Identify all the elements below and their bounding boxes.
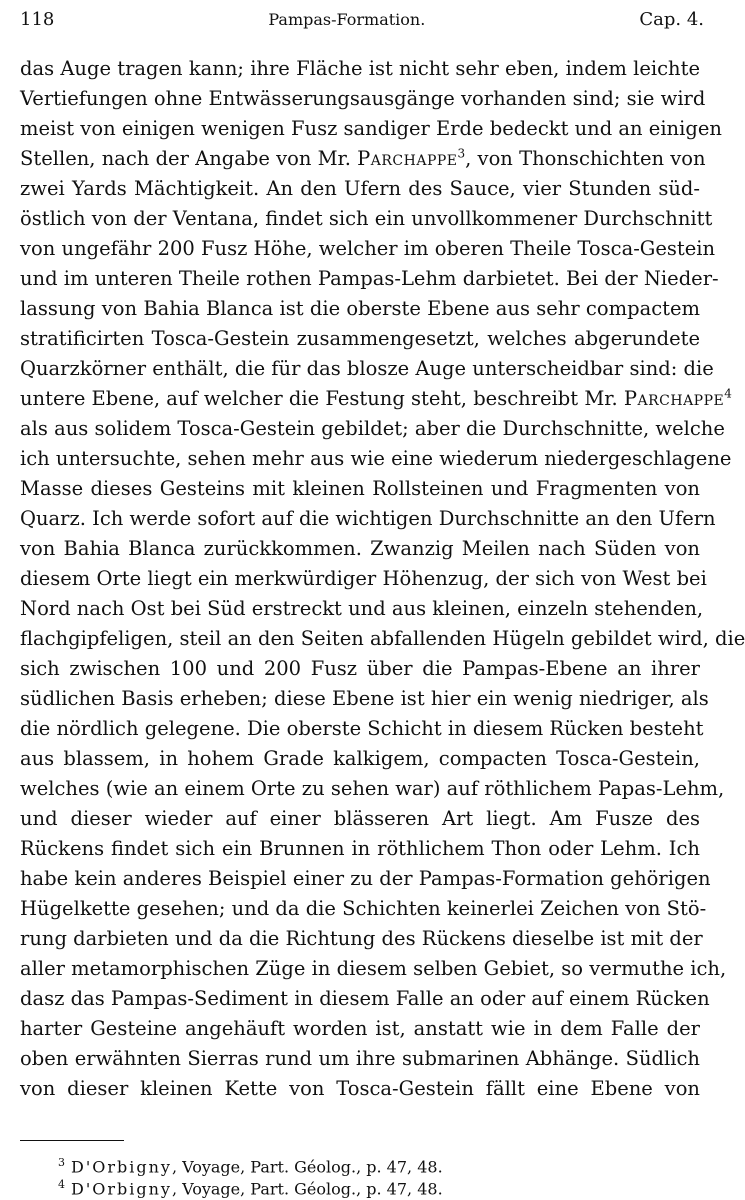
line-text: und dieser wieder auf einer blässeren Art liegt. Am Fusze des	[20, 807, 700, 830]
footnote-mark: 3	[58, 1156, 65, 1169]
line-text: harter Gesteine angehäuft worden ist, anstatt wie in dem Falle der	[20, 1017, 700, 1040]
text-line	[20, 1014, 700, 1044]
text-line	[20, 984, 710, 1014]
text-line	[20, 864, 711, 894]
footnote-reference: 4	[724, 386, 732, 401]
footnote-text: , Voyage, Part. Géolog., p. 47, 48.	[171, 1157, 443, 1177]
line-text: von dieser kleinen Kette von Tosca-Gestein fällt eine Ebene von	[20, 1077, 700, 1100]
text-line	[20, 474, 700, 504]
line-text: Vertiefungen ohne Entwässerungsausgänge vorhanden sind; sie wird	[20, 87, 706, 110]
line-text: Hügelkette gesehen; und da die Schichten keinerlei Zeichen von Stö-	[20, 897, 707, 920]
line-text: von ungefähr 200 Fusz Höhe, welcher im oberen Theile Tosca-Gestein	[20, 237, 716, 260]
text-line	[20, 1044, 700, 1074]
line-text: Quarz. Ich werde sofort auf die wichtigen Durchschnitte an den Ufern	[20, 507, 716, 530]
footnote-text: , Voyage, Part. Géolog., p. 47, 48.	[171, 1179, 443, 1199]
line-text: oben erwähnten Sierras rund um ihre submarinen Abhänge. Südlich	[20, 1047, 700, 1070]
author-name: Parchappe	[623, 387, 725, 410]
footnote-rule	[20, 1140, 124, 1141]
line-text: östlich von der Ventana, findet sich ein unvollkommener Durchschnitt	[20, 207, 713, 230]
line-text: und im unteren Theile rothen Pampas-Lehm darbietet. Bei der Nieder-	[20, 267, 719, 290]
line-text: dasz das Pampas-Sediment in diesem Falle an oder auf einem Rücken	[20, 987, 710, 1010]
text-line	[20, 1074, 700, 1104]
line-text: als aus solidem Tosca-Gestein gebildet; aber die Durchschnitte, welche	[20, 417, 725, 440]
line-text: Quarzkörner enthält, die für das blosze Auge unterscheidbar sind: die	[20, 357, 714, 380]
text-line	[20, 234, 716, 264]
line-text: die nördlich gelegene. Die oberste Schicht in diesem Rücken besteht	[20, 717, 704, 740]
line-text: Nord nach Ost bei Süd erstreckt und aus kleinen, einzeln stehenden,	[20, 597, 704, 620]
text-line	[20, 444, 732, 474]
text-line	[20, 744, 700, 774]
text-line	[20, 534, 700, 564]
line-text: südlichen Basis erheben; diese Ebene ist hier ein wenig niedriger, als	[20, 687, 709, 710]
text-line	[20, 84, 706, 114]
line-text: aus blassem, in hohem Grade kalkigem, compacten Tosca-Gestein,	[20, 747, 700, 770]
text-line	[20, 654, 700, 684]
text-line	[20, 564, 707, 594]
text-line	[20, 354, 714, 384]
line-text: von Bahia Blanca zurückkommen. Zwanzig Meilen nach Süden von	[20, 537, 700, 560]
text-line	[20, 414, 725, 444]
footnote	[58, 1174, 578, 1199]
text-line	[20, 504, 716, 534]
text-line	[20, 594, 704, 624]
footnote-author: D'Orbigny	[71, 1157, 172, 1177]
line-text: zwei Yards Mächtigkeit. An den Ufern des Sauce, vier Stunden süd-	[20, 177, 700, 200]
text-line	[20, 624, 745, 654]
footnote-author: D'Orbigny	[71, 1179, 172, 1199]
text-line	[20, 684, 709, 714]
text-line	[20, 294, 700, 324]
line-text: , von Thonschichten von	[465, 147, 706, 170]
author-name: Parchappe	[357, 147, 458, 170]
body-text	[20, 54, 745, 1104]
footnote-mark: 4	[58, 1178, 65, 1191]
text-line	[20, 204, 713, 234]
text-line	[20, 174, 700, 204]
text-line	[20, 144, 706, 174]
text-line	[20, 804, 700, 834]
running-title: Pampas-Formation.	[268, 9, 426, 29]
footnotes	[58, 1152, 578, 1199]
line-text: stratificirten Tosca-Gestein zusammengesetzt, welches abgerundete	[20, 327, 700, 350]
line-text: meist von einigen wenigen Fusz sandiger Erde bedeckt und an einigen	[20, 117, 722, 140]
text-line	[20, 114, 722, 144]
text-line	[20, 834, 700, 864]
line-text: flachgipfeligen, steil an den Seiten abfallenden Hügeln gebildet wird, die	[20, 627, 745, 650]
line-text: Rückens findet sich ein Brunnen in röthlichem Thon oder Lehm. Ich	[20, 837, 700, 860]
text-line	[20, 894, 707, 924]
text-line	[20, 924, 703, 954]
line-text: das Auge tragen kann; ihre Fläche ist nicht sehr eben, indem leichte	[20, 57, 700, 80]
text-line	[20, 264, 719, 294]
line-text: habe kein anderes Beispiel einer zu der Pampas-Formation gehörigen	[20, 867, 711, 890]
line-text: Stellen, nach der Angabe von Mr.	[20, 147, 358, 170]
chapter-label: Cap. 4.	[639, 8, 704, 30]
text-line	[20, 54, 700, 84]
line-text: untere Ebene, auf welcher die Festung steht, beschreibt Mr.	[20, 387, 624, 410]
text-line	[20, 384, 732, 414]
running-header	[20, 4, 704, 34]
line-text: lassung von Bahia Blanca ist die oberste Ebene aus sehr compactem	[20, 297, 700, 320]
line-text: aller metamorphischen Züge in diesem selben Gebiet, so vermuthe ich,	[20, 957, 727, 980]
line-text: ich untersuchte, sehen mehr aus wie eine wiederum niedergeschlagene	[20, 447, 732, 470]
line-text: sich zwischen 100 und 200 Fusz über die Pampas-Ebene an ihrer	[20, 657, 700, 680]
line-text: diesem Orte liegt ein merkwürdiger Höhenzug, der sich von West bei	[20, 567, 707, 590]
footnote	[58, 1152, 578, 1177]
text-line	[20, 714, 704, 744]
footnote-reference: 3	[457, 146, 466, 161]
line-text: rung darbieten und da die Richtung des Rückens dieselbe ist mit der	[20, 927, 703, 950]
text-line	[20, 774, 725, 804]
text-line	[20, 954, 727, 984]
page-number: 118	[20, 8, 55, 30]
text-line	[20, 324, 700, 354]
line-text: welches (wie an einem Orte zu sehen war) auf röthlichem Papas-Lehm,	[20, 777, 725, 800]
line-text: Masse dieses Gesteins mit kleinen Rollsteinen und Fragmenten von	[20, 477, 700, 500]
